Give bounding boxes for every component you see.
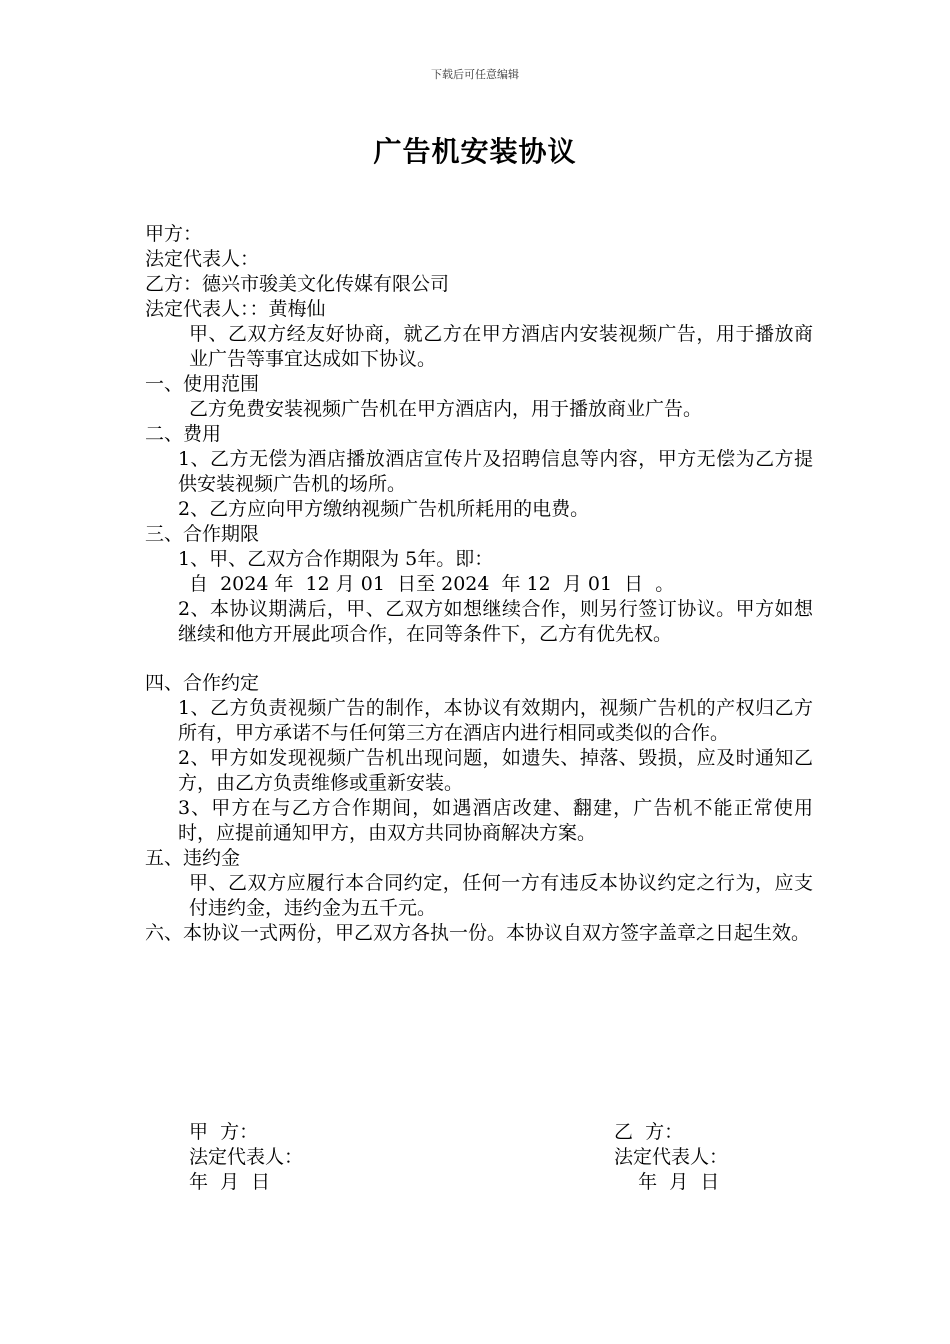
signature-party-label: 乙 方： — [614, 1121, 684, 1143]
party-a-line: 甲方： — [145, 223, 203, 245]
signature-date-label: 年 月 日 — [614, 1171, 720, 1193]
section6-paragraph: 六、本协议一式两份，甲乙双方各执一份。本协议自双方签字盖章之日起生效。 — [145, 922, 811, 944]
paragraph-spacer — [145, 647, 813, 671]
section2-item-2: 2、乙方应向甲方缴纳视频广告机所耗用的电费。 — [178, 498, 590, 520]
section4-heading: 四、合作约定 — [145, 672, 260, 694]
section5-heading: 五、违约金 — [145, 847, 241, 869]
section1-heading: 一、使用范围 — [145, 373, 260, 395]
section3-heading: 三、合作期限 — [145, 523, 260, 545]
agreement-body — [145, 222, 813, 946]
header-note: 下载后可任意编辑 — [431, 68, 519, 81]
signature-party-label: 甲 方： — [189, 1121, 259, 1143]
intro-paragraph: 甲、乙双方经友好协商，就乙方在甲方酒店内安装视频广告，用于播放商业广告等事宜达成如下协议。 — [189, 323, 813, 370]
signature-rep-label: 法定代表人： — [614, 1146, 729, 1168]
section4-item-2: 2、甲方如发现视频广告机出现问题，如遗失、掉落、毁损，应及时通知乙方，由乙方负责维修或重新安装。 — [178, 747, 813, 794]
party-b-signature — [614, 1120, 728, 1195]
party-a-signature — [189, 1120, 303, 1195]
section4-item-3: 3、甲方在与乙方合作期间，如遇酒店改建、翻建，广告机不能正常使用时，应提前通知甲方，由双方共同协商解决方案。 — [178, 797, 813, 844]
party-b-rep-line: 法定代表人：：黄梅仙 — [145, 298, 326, 320]
signature-date-label: 年 月 日 — [189, 1171, 271, 1193]
section5-item: 甲、乙双方应履行本合同约定，任何一方有违反本协议约定之行为，应支付违约金，违约金为五千元。 — [189, 872, 813, 919]
term-date-range: 自 2024 年 12 月 01 日至 2024 年 12 月 01 日 。 — [189, 573, 675, 595]
party-a-rep-line: 法定代表人： — [145, 248, 260, 270]
section2-item-1: 1、乙方无偿为酒店播放酒店宣传片及招聘信息等内容，甲方无偿为乙方提供安装视频广告机的场所。 — [178, 448, 813, 495]
section2-heading: 二、费用 — [145, 423, 222, 445]
party-b-line: 乙方：德兴市骏美文化传媒有限公司 — [145, 273, 450, 295]
section4-item-1: 1、乙方负责视频广告的制作，本协议有效期内，视频广告机的产权归乙方所有，甲方承诺不与任何第三方在酒店内进行相同或类似的合作。 — [178, 697, 813, 744]
section3-item-2: 2、本协议期满后，甲、乙双方如想继续合作，则另行签订协议。甲方如想继续和他方开展此项合作，在同等条件下，乙方有优先权。 — [178, 598, 813, 645]
document-title: 广告机安装协议 — [373, 135, 577, 168]
section1-item: 乙方免费安装视频广告机在甲方酒店内，用于播放商业广告。 — [189, 398, 703, 420]
signature-rep-label: 法定代表人： — [189, 1146, 304, 1168]
section3-item-1: 1、甲、乙双方合作期限为 5年。即： — [178, 548, 494, 570]
signature-block — [189, 1120, 749, 1200]
